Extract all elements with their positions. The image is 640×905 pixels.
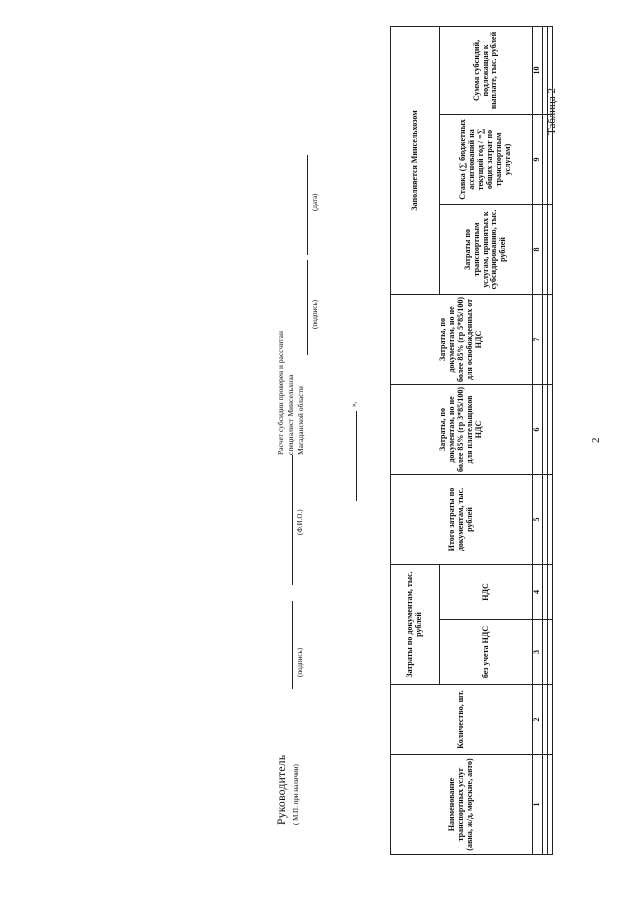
col-number: 5: [533, 474, 543, 564]
header-costs-docs-group: Затраты по документам, тыс. рублей: [391, 564, 440, 684]
quote-mark: »,: [350, 401, 358, 407]
table-cell: [547, 384, 552, 474]
table-cell: [547, 620, 552, 685]
table-title: Таблица 2: [546, 87, 558, 135]
col-number: 2: [533, 685, 543, 755]
page-number: 2: [590, 437, 602, 443]
header-minselkhoz-group: Заполняется Минсельхозом: [391, 26, 440, 294]
table-cell: [547, 685, 552, 755]
col-number: 7: [533, 294, 543, 384]
signature-caption: (подпись): [296, 647, 304, 677]
header-total-costs: Итого затраты по документам, тыс. рублей: [391, 474, 533, 564]
table-row-numbers: [533, 26, 543, 854]
table-cell: [547, 755, 552, 855]
col-number: 4: [533, 564, 543, 619]
table-row: [547, 26, 552, 854]
header-subsidy-amount: Сумма субсидий, подлежащая к выплате, тыс. рублей: [440, 26, 533, 114]
header-costs-vat-payers: Затраты, по документам, но не более 85% (гр 3*85/100) для плательщиков НДС: [391, 384, 533, 474]
table-cell: [547, 294, 552, 384]
check-date-caption: (дата): [311, 193, 319, 211]
check-text-line2: специалист Минсельхоза: [286, 374, 295, 455]
check-text-line1: Расчет субсидии проверен и рассчитан: [276, 331, 285, 455]
header-without-vat: без учета НДС: [440, 620, 533, 685]
header-quantity: Количество, шт.: [391, 685, 533, 755]
col-number: 10: [533, 26, 543, 114]
fio-caption: (Ф.И.О.): [296, 509, 304, 535]
date-line: [356, 411, 357, 501]
table-cell: [547, 26, 552, 114]
header-rate: Ставка (∑ бюджетных ассигнований на текущий год / =∑ общих затрат по транспортным услугам): [440, 114, 533, 204]
check-date-line: [307, 155, 308, 255]
header-vat: НДС: [440, 564, 533, 619]
signature-line: [292, 601, 293, 689]
col-number: 3: [533, 620, 543, 685]
subsidy-table: [390, 26, 553, 855]
check-signature-line: [307, 260, 308, 355]
table-cell: [547, 114, 552, 204]
stamp-note: ( М.П. при наличии): [292, 764, 300, 825]
header-service-name: Наименование транспортных услуг (авиа, ж/д, морские, авто): [391, 755, 533, 855]
head-label: Руководитель: [276, 754, 288, 825]
col-number: 9: [533, 114, 543, 204]
check-signature-caption: (подпись): [311, 299, 319, 329]
table-cell: [547, 474, 552, 564]
fio-line: [292, 455, 293, 585]
col-number: 8: [533, 204, 543, 294]
col-number: 6: [533, 384, 543, 474]
check-text-line3: Магаданской области: [296, 386, 305, 455]
col-number: 1: [533, 755, 543, 855]
table-cell: [547, 564, 552, 619]
header-accepted-costs: Затраты по транспортным услугам, принятых к субсидированию, тыс. рублей: [440, 204, 533, 294]
table-cell: [547, 204, 552, 294]
header-costs-vat-exempt: Затраты, по документам, но не более 85% (гр 5*85/100) для освобожденных от НДС: [391, 294, 533, 384]
